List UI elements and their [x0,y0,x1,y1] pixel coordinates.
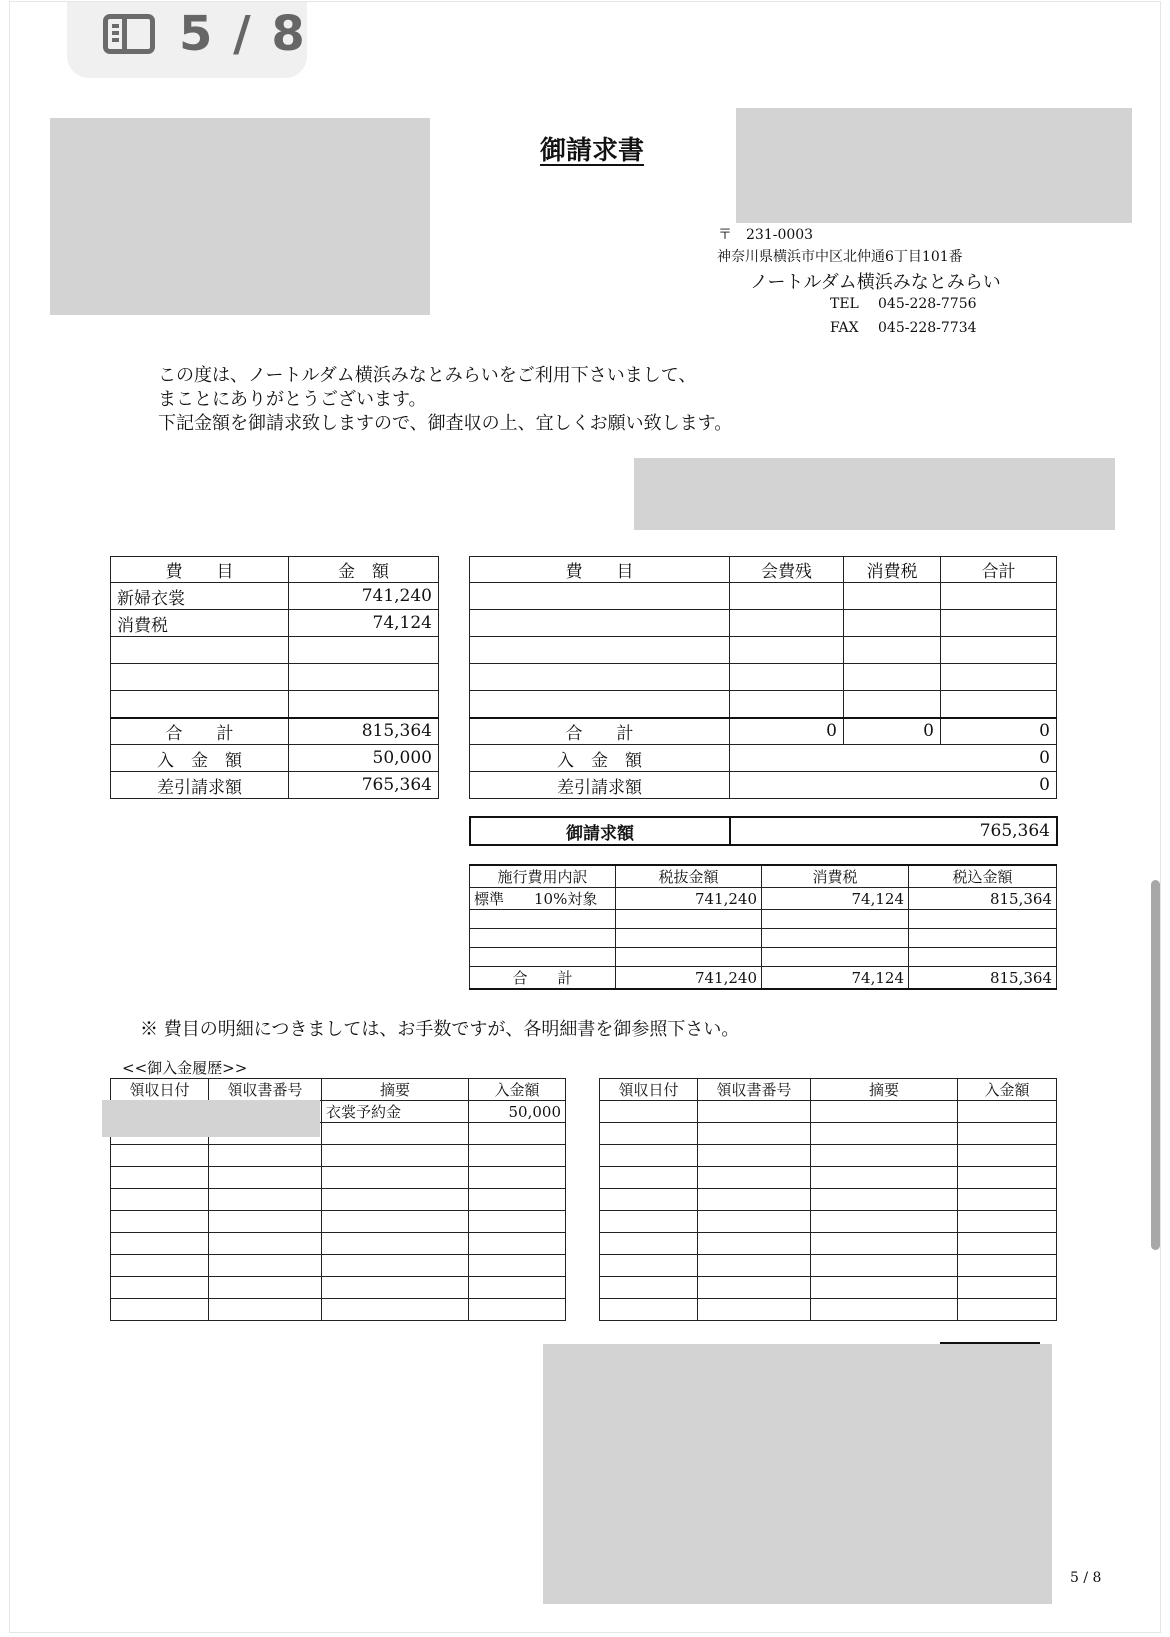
table-row [470,948,1057,967]
balance-amount: 0 [730,772,1057,799]
header-sum: 合計 [941,557,1057,583]
paid-label: 入 金 額 [470,745,730,772]
cell-item: 消費税 [111,610,289,637]
postal-code: 〒 231-0003 [718,227,814,243]
table-row [600,1189,1057,1211]
table-row [111,583,439,610]
total-sum: 0 [941,718,1057,745]
cell-amount [289,637,439,664]
cell-amount: 50,000 [469,1101,566,1123]
redacted-block [102,1100,320,1137]
table-row [470,610,1057,637]
cell-item: 新婦衣裳 [111,583,289,610]
company-name: ノートルダム横浜みなとみらい [750,272,1001,293]
intro-line: まことにありがとうございます。 [158,389,427,410]
invoice-total-value: 765,364 [730,817,1057,845]
header-in-tax: 税込金額 [909,865,1057,888]
balance-label: 差引請求額 [470,772,730,799]
invoice-total-label: 御請求額 [470,817,730,845]
tel-number: 045-228-7756 [878,296,977,312]
header-ex-tax: 税抜金額 [616,865,762,888]
paid-label: 入 金 額 [111,745,289,772]
table-row [111,691,439,718]
table-row [470,910,1057,929]
redacted-block [736,108,1132,223]
table-row [600,1145,1057,1167]
page-indicator[interactable] [67,2,307,78]
header-receipt-no: 領収書番号 [698,1079,811,1101]
intro-text [158,364,732,436]
cell-item [111,637,289,664]
cell-description: 衣裳予約金 [322,1101,469,1123]
table-row [111,1255,566,1277]
total-label: 合 計 [111,718,289,745]
header-tax: 消費税 [762,865,909,888]
table-row [111,1189,566,1211]
table-row [470,888,1057,910]
table-row [600,1101,1057,1123]
cell-amount: 74,124 [289,610,439,637]
table-row [600,1167,1057,1189]
total-amount: 815,364 [289,718,439,745]
redacted-block [543,1344,1052,1604]
header-item: 費 目 [470,557,730,583]
cell-category: 標準 10%対象 [470,888,616,910]
table-row [600,1255,1057,1277]
tax-breakdown-table [469,864,1057,990]
sidebar-toggle-icon[interactable] [103,14,155,54]
header-amount: 金 額 [289,557,439,583]
header-fee: 会費残 [730,557,844,583]
table-row [600,1299,1057,1321]
total-tax: 0 [844,718,941,745]
page-count: 5 / 8 [179,6,307,62]
header-date: 領収日付 [600,1079,698,1101]
fax-label: FAX [830,320,859,336]
table-row [111,664,439,691]
header-date: 領収日付 [111,1079,209,1101]
table-row [470,637,1057,664]
footer-page-number: 5 / 8 [1070,1570,1102,1586]
cell-amount: 741,240 [289,583,439,610]
table-row [470,691,1057,718]
cell-item [111,691,289,718]
intro-line: この度は、ノートルダム横浜みなとみらいをご利用下さいまして、 [158,365,697,386]
balance-amount: 765,364 [289,772,439,799]
table-row [600,1123,1057,1145]
table-row [600,1233,1057,1255]
table-row [470,929,1057,948]
intro-line: 下記金額を御請求致しますので、御査収の上、宜しくお願い致します。 [158,413,733,434]
document-page [10,2,1160,1632]
total-label: 合 計 [470,967,616,990]
cell-tax: 74,124 [762,888,909,910]
header-breakdown: 施行費用内訳 [470,865,616,888]
table-row [111,637,439,664]
cell-ex-tax: 741,240 [616,888,762,910]
header-description: 摘要 [811,1079,958,1101]
redacted-block [50,118,430,315]
total-tax: 74,124 [762,967,909,990]
paid-amount: 50,000 [289,745,439,772]
table-row [600,1277,1057,1299]
vertical-scrollbar[interactable] [1151,880,1160,1250]
total-in-tax: 815,364 [909,967,1057,990]
total-label: 合 計 [470,718,730,745]
cell-in-tax: 815,364 [909,888,1057,910]
header-amount: 入金額 [469,1079,566,1101]
address: 神奈川県横浜市中区北仲通6丁目101番 [717,249,963,265]
table-row [111,1211,566,1233]
table-row [111,1233,566,1255]
payment-history-table-right [599,1078,1057,1321]
table-row [470,664,1057,691]
table-row [111,1167,566,1189]
fax-number: 045-228-7734 [878,320,977,336]
table-row [600,1211,1057,1233]
table-row [470,583,1057,610]
cell-item [111,664,289,691]
table-row [111,1277,566,1299]
header-amount: 入金額 [958,1079,1057,1101]
paid-amount: 0 [730,745,1057,772]
redacted-block [634,458,1115,530]
header-description: 摘要 [322,1079,469,1101]
document-title: 御請求書 [540,136,645,166]
header-item: 費 目 [111,557,289,583]
charges-table [110,556,439,799]
total-ex-tax: 741,240 [616,967,762,990]
table-row [111,610,439,637]
header-tax: 消費税 [844,557,941,583]
header-receipt-no: 領収書番号 [209,1079,322,1101]
table-row [111,1145,566,1167]
membership-table [469,556,1057,799]
cell-amount [289,664,439,691]
tel-label: TEL [830,296,859,312]
total-fee: 0 [730,718,844,745]
invoice-total-table [469,816,1058,846]
table-row [111,1299,566,1321]
cell-amount [289,691,439,718]
reference-note: ※ 費目の明細につきましては、お手数ですが、各明細書を御参照下さい。 [140,1019,740,1040]
payment-history-label: <<御入金履歴>> [122,1059,248,1077]
balance-label: 差引請求額 [111,772,289,799]
